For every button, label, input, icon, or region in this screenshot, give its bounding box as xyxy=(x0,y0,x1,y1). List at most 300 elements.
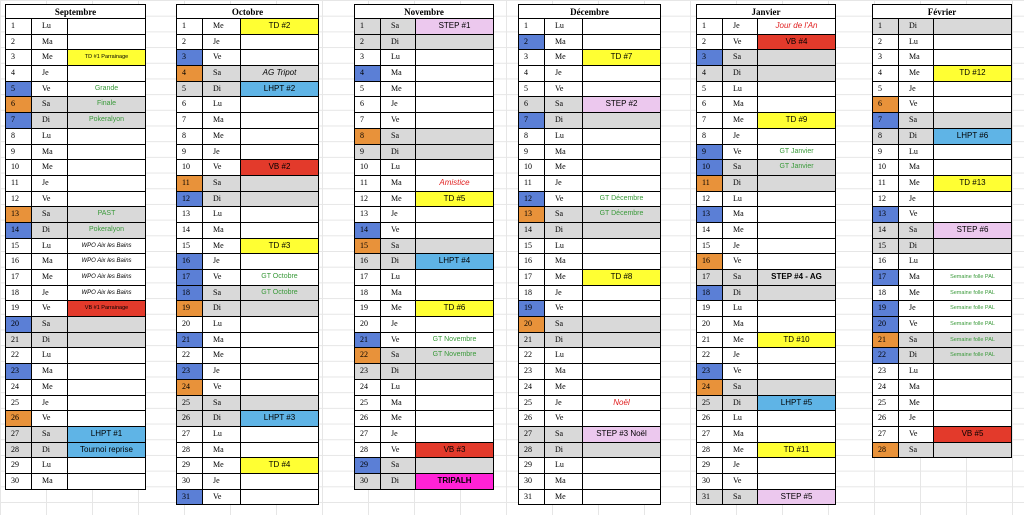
event-cell[interactable] xyxy=(582,301,661,317)
day-row[interactable] xyxy=(354,223,494,239)
event-cell[interactable]: TD #12 xyxy=(933,66,1012,82)
event-cell[interactable]: LHPT #3 xyxy=(240,411,319,427)
day-row[interactable] xyxy=(354,254,494,270)
day-row[interactable] xyxy=(5,145,146,161)
day-row[interactable] xyxy=(354,35,494,51)
event-cell[interactable] xyxy=(933,239,1012,255)
day-row[interactable] xyxy=(5,129,146,145)
event-cell[interactable] xyxy=(415,239,494,255)
event-cell[interactable] xyxy=(933,443,1012,459)
day-row[interactable] xyxy=(696,35,836,51)
day-row[interactable] xyxy=(696,113,836,129)
event-cell[interactable] xyxy=(757,348,836,364)
event-cell[interactable] xyxy=(757,458,836,474)
day-row[interactable] xyxy=(872,50,1012,66)
day-row[interactable] xyxy=(5,97,146,113)
event-cell[interactable]: STEP #3 Noël xyxy=(582,427,661,443)
event-cell[interactable]: GT Décembre xyxy=(582,192,661,208)
event-cell[interactable]: Semaine folle PAL xyxy=(933,301,1012,317)
event-cell[interactable]: VB #5 xyxy=(933,427,1012,443)
event-cell[interactable] xyxy=(582,19,661,35)
event-cell[interactable]: WPO Aix les Bains xyxy=(67,286,146,302)
event-cell[interactable] xyxy=(757,411,836,427)
day-row[interactable] xyxy=(872,396,1012,412)
day-row[interactable] xyxy=(5,380,146,396)
day-row[interactable] xyxy=(176,19,319,35)
day-row[interactable] xyxy=(354,286,494,302)
event-cell[interactable] xyxy=(582,286,661,302)
day-row[interactable] xyxy=(176,160,319,176)
day-row[interactable] xyxy=(518,333,661,349)
event-cell[interactable] xyxy=(240,176,319,192)
event-cell[interactable] xyxy=(415,207,494,223)
day-row[interactable] xyxy=(518,97,661,113)
event-cell[interactable]: STEP #1 xyxy=(415,19,494,35)
event-cell[interactable] xyxy=(757,286,836,302)
day-row[interactable] xyxy=(696,97,836,113)
day-row[interactable] xyxy=(518,19,661,35)
event-cell[interactable] xyxy=(415,50,494,66)
day-row[interactable] xyxy=(5,411,146,427)
event-cell[interactable] xyxy=(582,348,661,364)
event-cell[interactable] xyxy=(67,66,146,82)
event-cell[interactable] xyxy=(933,411,1012,427)
day-row[interactable] xyxy=(176,333,319,349)
event-cell[interactable]: GT Décembre xyxy=(582,207,661,223)
day-row[interactable] xyxy=(518,364,661,380)
day-row[interactable] xyxy=(176,207,319,223)
event-cell[interactable] xyxy=(240,113,319,129)
day-row[interactable] xyxy=(872,113,1012,129)
day-row[interactable] xyxy=(518,129,661,145)
day-row[interactable] xyxy=(696,207,836,223)
event-cell[interactable] xyxy=(415,317,494,333)
day-row[interactable] xyxy=(354,239,494,255)
event-cell[interactable]: LHPT #5 xyxy=(757,396,836,412)
event-cell[interactable]: PAST xyxy=(67,207,146,223)
day-row[interactable] xyxy=(518,443,661,459)
event-cell[interactable]: Semaine folle PAL xyxy=(933,333,1012,349)
event-cell[interactable]: Noël xyxy=(582,396,661,412)
event-cell[interactable] xyxy=(415,35,494,51)
day-row[interactable] xyxy=(872,19,1012,35)
event-cell[interactable] xyxy=(757,50,836,66)
day-row[interactable] xyxy=(518,411,661,427)
event-cell[interactable] xyxy=(933,160,1012,176)
event-cell[interactable] xyxy=(67,380,146,396)
event-cell[interactable] xyxy=(240,348,319,364)
day-row[interactable] xyxy=(354,50,494,66)
day-row[interactable] xyxy=(696,223,836,239)
day-row[interactable] xyxy=(518,160,661,176)
event-cell[interactable] xyxy=(582,160,661,176)
event-cell[interactable] xyxy=(933,207,1012,223)
event-cell[interactable] xyxy=(933,192,1012,208)
day-row[interactable] xyxy=(518,301,661,317)
event-cell[interactable] xyxy=(67,35,146,51)
event-cell[interactable] xyxy=(582,129,661,145)
day-row[interactable] xyxy=(354,97,494,113)
event-cell[interactable] xyxy=(582,66,661,82)
day-row[interactable] xyxy=(176,239,319,255)
event-cell[interactable]: VB #3 xyxy=(415,443,494,459)
day-row[interactable] xyxy=(518,490,661,506)
day-row[interactable] xyxy=(176,113,319,129)
day-row[interactable] xyxy=(696,160,836,176)
day-row[interactable] xyxy=(696,458,836,474)
event-cell[interactable] xyxy=(240,380,319,396)
event-cell[interactable]: GT Octobre xyxy=(240,270,319,286)
day-row[interactable] xyxy=(872,254,1012,270)
day-row[interactable] xyxy=(176,223,319,239)
event-cell[interactable] xyxy=(415,97,494,113)
day-row[interactable] xyxy=(5,239,146,255)
event-cell[interactable] xyxy=(582,458,661,474)
event-cell[interactable]: TD #3 xyxy=(240,239,319,255)
event-cell[interactable] xyxy=(240,97,319,113)
event-cell[interactable] xyxy=(67,145,146,161)
event-cell[interactable] xyxy=(757,223,836,239)
day-row[interactable] xyxy=(5,427,146,443)
event-cell[interactable] xyxy=(67,364,146,380)
event-cell[interactable]: GT Novembre xyxy=(415,333,494,349)
day-row[interactable] xyxy=(696,474,836,490)
day-row[interactable] xyxy=(354,348,494,364)
event-cell[interactable]: TD #1 Parrainage xyxy=(67,50,146,66)
event-cell[interactable] xyxy=(240,396,319,412)
event-cell[interactable] xyxy=(67,396,146,412)
event-cell[interactable] xyxy=(582,223,661,239)
event-cell[interactable] xyxy=(67,19,146,35)
day-row[interactable] xyxy=(518,50,661,66)
day-row[interactable] xyxy=(696,427,836,443)
day-row[interactable] xyxy=(872,411,1012,427)
day-row[interactable] xyxy=(354,474,494,490)
day-row[interactable] xyxy=(518,239,661,255)
event-cell[interactable]: GT Janvier xyxy=(757,145,836,161)
event-cell[interactable] xyxy=(67,317,146,333)
day-row[interactable] xyxy=(176,286,319,302)
event-cell[interactable]: STEP #5 xyxy=(757,490,836,506)
event-cell[interactable] xyxy=(757,66,836,82)
event-cell[interactable]: STEP #2 xyxy=(582,97,661,113)
day-row[interactable] xyxy=(518,317,661,333)
event-cell[interactable] xyxy=(240,301,319,317)
day-row[interactable] xyxy=(5,19,146,35)
day-row[interactable] xyxy=(518,348,661,364)
day-row[interactable] xyxy=(518,286,661,302)
event-cell[interactable] xyxy=(240,192,319,208)
day-row[interactable] xyxy=(518,207,661,223)
event-cell[interactable] xyxy=(757,207,836,223)
event-cell[interactable] xyxy=(415,364,494,380)
day-row[interactable] xyxy=(176,317,319,333)
day-row[interactable] xyxy=(176,270,319,286)
day-row[interactable] xyxy=(354,301,494,317)
event-cell[interactable] xyxy=(582,474,661,490)
event-cell[interactable] xyxy=(415,411,494,427)
day-row[interactable] xyxy=(518,396,661,412)
day-row[interactable] xyxy=(696,443,836,459)
event-cell[interactable]: Pokeralyon xyxy=(67,113,146,129)
day-row[interactable] xyxy=(176,301,319,317)
day-row[interactable] xyxy=(5,317,146,333)
day-row[interactable] xyxy=(354,427,494,443)
day-row[interactable] xyxy=(696,286,836,302)
event-cell[interactable] xyxy=(415,113,494,129)
day-row[interactable] xyxy=(872,348,1012,364)
day-row[interactable] xyxy=(872,192,1012,208)
day-row[interactable] xyxy=(518,380,661,396)
event-cell[interactable] xyxy=(582,145,661,161)
event-cell[interactable] xyxy=(67,348,146,364)
event-cell[interactable] xyxy=(240,254,319,270)
event-cell[interactable] xyxy=(67,333,146,349)
day-row[interactable] xyxy=(518,35,661,51)
day-row[interactable] xyxy=(354,270,494,286)
day-row[interactable] xyxy=(176,474,319,490)
day-row[interactable] xyxy=(5,82,146,98)
day-row[interactable] xyxy=(5,35,146,51)
day-row[interactable] xyxy=(354,129,494,145)
event-cell[interactable] xyxy=(933,380,1012,396)
event-cell[interactable] xyxy=(582,380,661,396)
day-row[interactable] xyxy=(5,301,146,317)
day-row[interactable] xyxy=(176,129,319,145)
day-row[interactable] xyxy=(5,254,146,270)
event-cell[interactable] xyxy=(582,176,661,192)
event-cell[interactable] xyxy=(757,254,836,270)
event-cell[interactable] xyxy=(67,129,146,145)
event-cell[interactable] xyxy=(415,145,494,161)
day-row[interactable] xyxy=(176,380,319,396)
day-row[interactable] xyxy=(5,396,146,412)
event-cell[interactable]: VB #2 xyxy=(240,160,319,176)
event-cell[interactable] xyxy=(240,129,319,145)
day-row[interactable] xyxy=(696,192,836,208)
day-row[interactable] xyxy=(176,348,319,364)
event-cell[interactable]: LHPT #1 xyxy=(67,427,146,443)
day-row[interactable] xyxy=(696,66,836,82)
day-row[interactable] xyxy=(176,411,319,427)
day-row[interactable] xyxy=(5,113,146,129)
day-row[interactable] xyxy=(872,333,1012,349)
event-cell[interactable] xyxy=(757,97,836,113)
event-cell[interactable] xyxy=(582,254,661,270)
day-row[interactable] xyxy=(696,348,836,364)
event-cell[interactable] xyxy=(933,254,1012,270)
day-row[interactable] xyxy=(176,490,319,506)
day-row[interactable] xyxy=(5,176,146,192)
day-row[interactable] xyxy=(176,396,319,412)
day-row[interactable] xyxy=(354,160,494,176)
event-cell[interactable] xyxy=(240,333,319,349)
event-cell[interactable]: TD #5 xyxy=(415,192,494,208)
event-cell[interactable]: TD #11 xyxy=(757,443,836,459)
event-cell[interactable] xyxy=(67,192,146,208)
event-cell[interactable]: STEP #4 - AG xyxy=(757,270,836,286)
day-row[interactable] xyxy=(872,82,1012,98)
event-cell[interactable] xyxy=(757,301,836,317)
day-row[interactable] xyxy=(354,113,494,129)
event-cell[interactable]: VB #1 Parrainage xyxy=(67,301,146,317)
event-cell[interactable] xyxy=(415,160,494,176)
event-cell[interactable] xyxy=(757,427,836,443)
day-row[interactable] xyxy=(696,317,836,333)
day-row[interactable] xyxy=(872,35,1012,51)
event-cell[interactable]: Jour de l'An xyxy=(757,19,836,35)
day-row[interactable] xyxy=(176,176,319,192)
event-cell[interactable]: WPO Aix les Bains xyxy=(67,270,146,286)
day-row[interactable] xyxy=(5,50,146,66)
day-row[interactable] xyxy=(5,66,146,82)
day-row[interactable] xyxy=(518,176,661,192)
day-row[interactable] xyxy=(696,50,836,66)
event-cell[interactable]: GT Octobre xyxy=(240,286,319,302)
event-cell[interactable]: TRIPALH xyxy=(415,474,494,490)
day-row[interactable] xyxy=(872,176,1012,192)
day-row[interactable] xyxy=(5,192,146,208)
event-cell[interactable] xyxy=(582,35,661,51)
event-cell[interactable]: LHPT #2 xyxy=(240,82,319,98)
day-row[interactable] xyxy=(872,129,1012,145)
day-row[interactable] xyxy=(176,50,319,66)
event-cell[interactable]: Pokeralyon xyxy=(67,223,146,239)
event-cell[interactable] xyxy=(67,176,146,192)
day-row[interactable] xyxy=(518,427,661,443)
event-cell[interactable]: TD #9 xyxy=(757,113,836,129)
event-cell[interactable]: GT Janvier xyxy=(757,160,836,176)
event-cell[interactable] xyxy=(240,364,319,380)
day-row[interactable] xyxy=(176,35,319,51)
day-row[interactable] xyxy=(176,443,319,459)
event-cell[interactable] xyxy=(757,380,836,396)
day-row[interactable] xyxy=(872,270,1012,286)
event-cell[interactable]: LHPT #6 xyxy=(933,129,1012,145)
day-row[interactable] xyxy=(518,474,661,490)
event-cell[interactable] xyxy=(933,82,1012,98)
event-cell[interactable]: WPO Aix les Bains xyxy=(67,239,146,255)
day-row[interactable] xyxy=(354,145,494,161)
day-row[interactable] xyxy=(872,364,1012,380)
day-row[interactable] xyxy=(5,286,146,302)
event-cell[interactable]: TD #13 xyxy=(933,176,1012,192)
day-row[interactable] xyxy=(354,19,494,35)
day-row[interactable] xyxy=(696,270,836,286)
day-row[interactable] xyxy=(696,364,836,380)
event-cell[interactable] xyxy=(582,411,661,427)
day-row[interactable] xyxy=(696,380,836,396)
event-cell[interactable] xyxy=(582,364,661,380)
day-row[interactable] xyxy=(872,286,1012,302)
day-row[interactable] xyxy=(5,458,146,474)
event-cell[interactable]: Semaine folle PAL xyxy=(933,348,1012,364)
day-row[interactable] xyxy=(176,458,319,474)
day-row[interactable] xyxy=(518,113,661,129)
day-row[interactable] xyxy=(354,364,494,380)
day-row[interactable] xyxy=(696,176,836,192)
day-row[interactable] xyxy=(5,474,146,490)
event-cell[interactable]: TD #2 xyxy=(240,19,319,35)
day-row[interactable] xyxy=(5,443,146,459)
day-row[interactable] xyxy=(696,145,836,161)
event-cell[interactable] xyxy=(415,129,494,145)
event-cell[interactable] xyxy=(415,82,494,98)
event-cell[interactable] xyxy=(757,82,836,98)
day-row[interactable] xyxy=(518,192,661,208)
event-cell[interactable]: Tournoi reprise xyxy=(67,443,146,459)
event-cell[interactable] xyxy=(582,490,661,506)
event-cell[interactable] xyxy=(240,490,319,506)
day-row[interactable] xyxy=(354,411,494,427)
event-cell[interactable] xyxy=(415,270,494,286)
day-row[interactable] xyxy=(354,317,494,333)
day-row[interactable] xyxy=(354,333,494,349)
event-cell[interactable] xyxy=(757,239,836,255)
event-cell[interactable] xyxy=(582,239,661,255)
event-cell[interactable]: Semaine folle PAL xyxy=(933,317,1012,333)
event-cell[interactable]: TD #10 xyxy=(757,333,836,349)
event-cell[interactable] xyxy=(582,82,661,98)
event-cell[interactable]: Grande xyxy=(67,82,146,98)
day-row[interactable] xyxy=(176,427,319,443)
day-row[interactable] xyxy=(872,97,1012,113)
day-row[interactable] xyxy=(5,348,146,364)
event-cell[interactable] xyxy=(933,19,1012,35)
event-cell[interactable] xyxy=(240,145,319,161)
event-cell[interactable] xyxy=(757,192,836,208)
event-cell[interactable]: LHPT #4 xyxy=(415,254,494,270)
day-row[interactable] xyxy=(872,317,1012,333)
event-cell[interactable]: AG Tripot xyxy=(240,66,319,82)
event-cell[interactable] xyxy=(933,113,1012,129)
event-cell[interactable] xyxy=(67,474,146,490)
event-cell[interactable] xyxy=(757,129,836,145)
day-row[interactable] xyxy=(518,145,661,161)
event-cell[interactable] xyxy=(240,443,319,459)
day-row[interactable] xyxy=(872,239,1012,255)
event-cell[interactable] xyxy=(933,35,1012,51)
day-row[interactable] xyxy=(518,270,661,286)
day-row[interactable] xyxy=(354,82,494,98)
day-row[interactable] xyxy=(518,254,661,270)
event-cell[interactable]: Semaine folle PAL xyxy=(933,270,1012,286)
day-row[interactable] xyxy=(5,364,146,380)
day-row[interactable] xyxy=(354,207,494,223)
day-row[interactable] xyxy=(696,239,836,255)
event-cell[interactable] xyxy=(933,50,1012,66)
day-row[interactable] xyxy=(176,82,319,98)
event-cell[interactable] xyxy=(933,145,1012,161)
day-row[interactable] xyxy=(5,270,146,286)
event-cell[interactable] xyxy=(240,474,319,490)
day-row[interactable] xyxy=(696,254,836,270)
day-row[interactable] xyxy=(354,176,494,192)
day-row[interactable] xyxy=(872,443,1012,459)
event-cell[interactable]: VB #4 xyxy=(757,35,836,51)
event-cell[interactable] xyxy=(757,364,836,380)
day-row[interactable] xyxy=(518,223,661,239)
event-cell[interactable] xyxy=(67,411,146,427)
day-row[interactable] xyxy=(872,427,1012,443)
event-cell[interactable]: WPO Aix les Bains xyxy=(67,254,146,270)
event-cell[interactable] xyxy=(415,396,494,412)
event-cell[interactable] xyxy=(933,396,1012,412)
day-row[interactable] xyxy=(518,66,661,82)
event-cell[interactable] xyxy=(415,66,494,82)
event-cell[interactable]: Amistice xyxy=(415,176,494,192)
day-row[interactable] xyxy=(696,19,836,35)
